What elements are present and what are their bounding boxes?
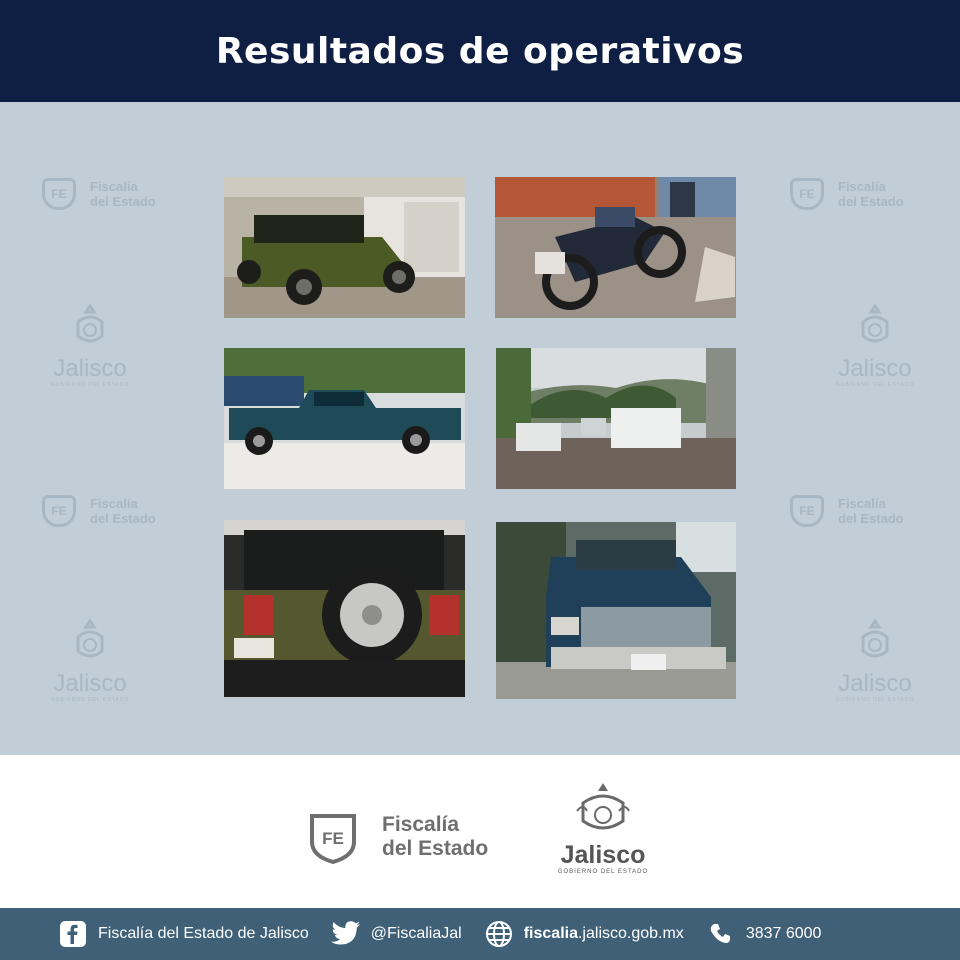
street-vehicles-photo — [496, 348, 736, 489]
jalisco-wordmark: Jalisco — [560, 841, 646, 869]
contact-bar — [0, 908, 960, 960]
watermark-fiscalia: FE Fiscalía del Estado — [790, 495, 904, 527]
website-link[interactable]: fiscalia.jalisco.gob.mx — [484, 919, 684, 949]
globe-icon — [484, 919, 514, 949]
fe-shield-icon: FE — [790, 178, 824, 210]
watermark-fiscalia: FE Fiscalía del Estado — [42, 178, 156, 210]
jeep-rear-photo — [224, 520, 465, 697]
watermark-jalisco: Jalisco GOBIERNO DEL ESTADO — [40, 617, 140, 703]
svg-text:FE: FE — [322, 829, 344, 848]
jalisco-crest-icon — [64, 617, 116, 667]
phone-icon — [706, 919, 736, 949]
watermark-fiscalia: FE Fiscalía del Estado — [42, 495, 156, 527]
facebook-icon — [58, 919, 88, 949]
jalisco-crest-icon — [571, 781, 635, 841]
phone-link[interactable]: 3837 6000 — [706, 919, 822, 949]
watermark-fiscalia: FE Fiscalía del Estado — [790, 178, 904, 210]
jalisco-crest-icon — [849, 617, 901, 667]
green-jeep-photo — [224, 177, 465, 318]
fiscalia-logo — [306, 810, 488, 864]
jalisco-crest-icon — [849, 302, 901, 352]
blue-pickup-photo — [224, 348, 465, 489]
blue-ram-truck-photo — [496, 522, 736, 699]
fe-shield-icon: FE — [790, 495, 824, 527]
fiscalia-line1: Fiscalía — [382, 813, 460, 836]
header-banner — [0, 0, 960, 102]
fe-shield-icon: FE — [42, 178, 76, 210]
watermark-jalisco: Jalisco GOBIERNO DEL ESTADO — [40, 302, 140, 388]
facebook-link[interactable]: Fiscalía del Estado de Jalisco — [58, 919, 309, 949]
page-title: Resultados de operativos — [215, 30, 745, 72]
fe-shield-icon: FE — [42, 495, 76, 527]
fe-shield-icon — [306, 810, 360, 864]
watermark-jalisco: Jalisco GOBIERNO DEL ESTADO — [825, 302, 925, 388]
fiscalia-line2: del Estado — [382, 837, 489, 860]
jalisco-logo — [548, 781, 658, 875]
motorcycle-photo — [495, 177, 736, 318]
footer-logos — [0, 755, 960, 908]
twitter-link[interactable]: @FiscaliaJal — [331, 919, 462, 949]
twitter-icon — [331, 919, 361, 949]
watermark-jalisco: Jalisco GOBIERNO DEL ESTADO — [825, 617, 925, 703]
jalisco-crest-icon — [64, 302, 116, 352]
photo-panel — [0, 102, 960, 755]
jalisco-subtitle: GOBIERNO DEL ESTADO — [557, 869, 649, 875]
